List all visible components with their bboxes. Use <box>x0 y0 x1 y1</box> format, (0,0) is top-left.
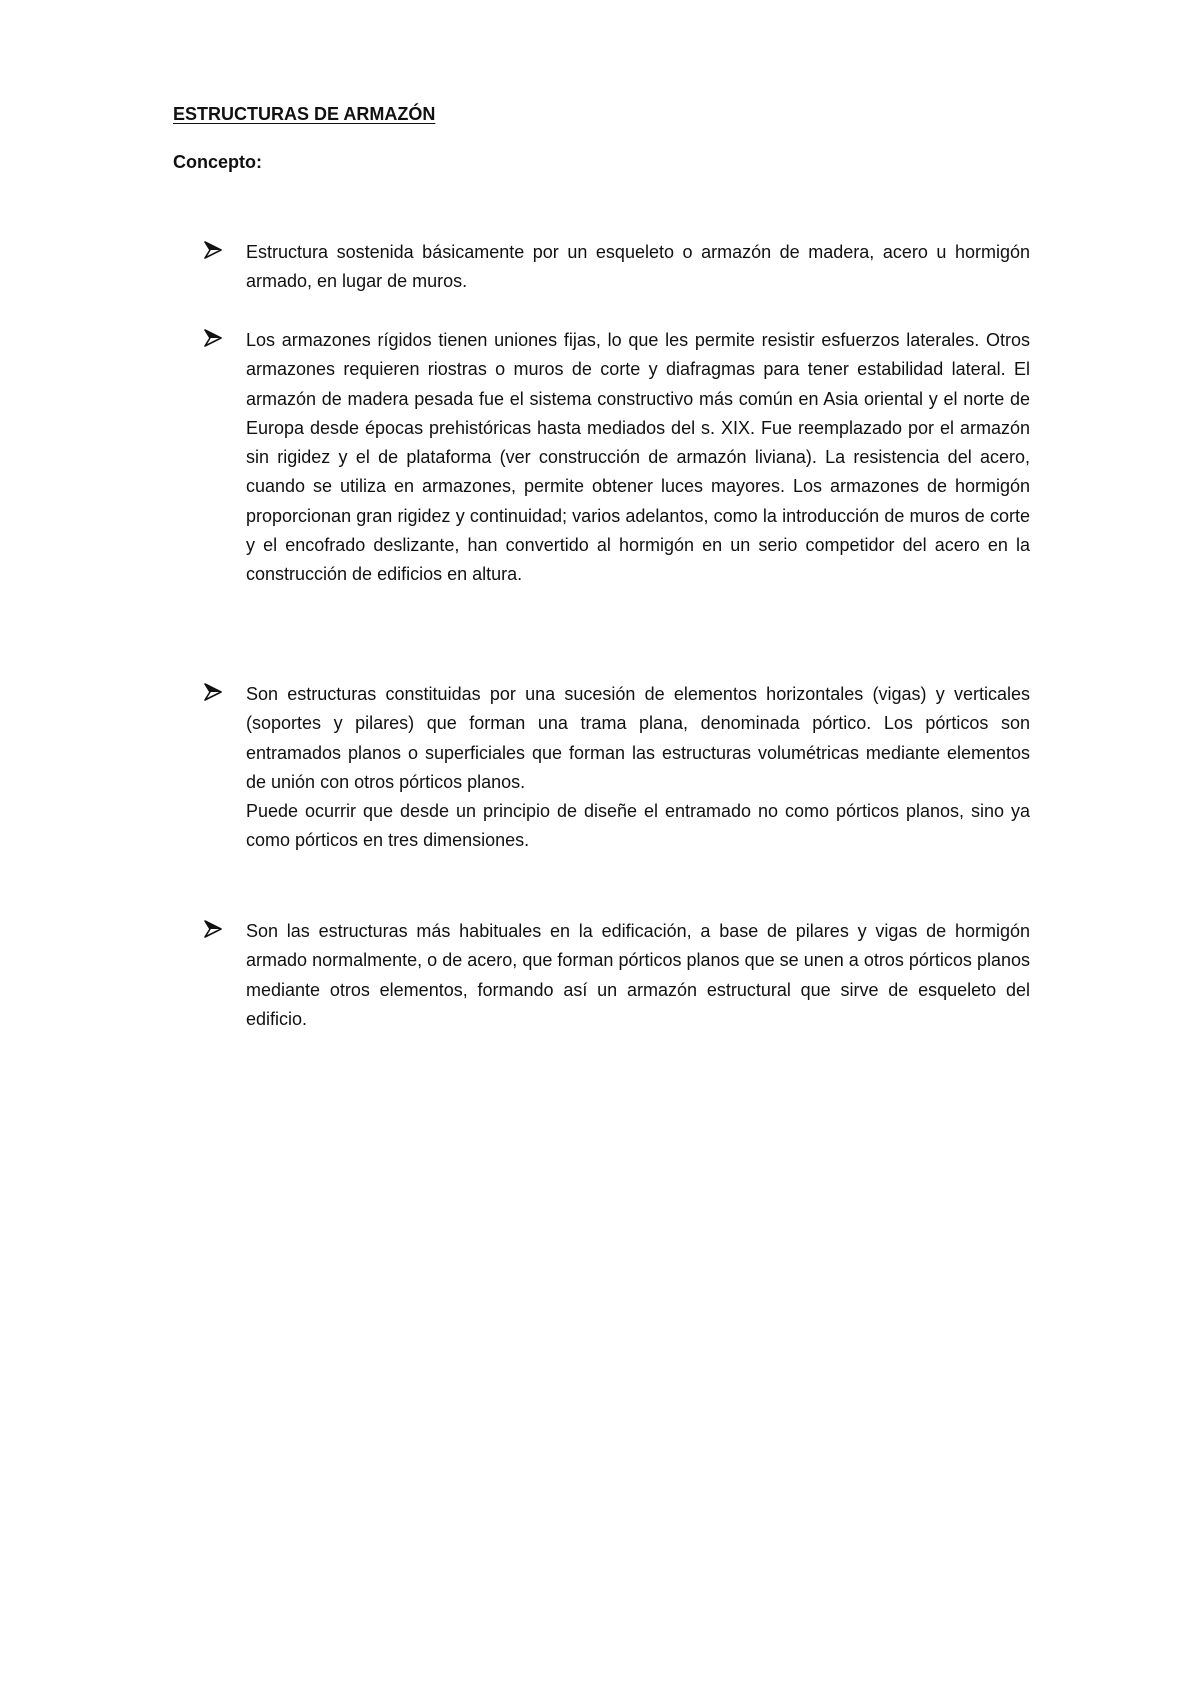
bullet-text <box>246 238 1030 297</box>
arrowhead-bullet-icon <box>204 241 222 259</box>
bullet-paragraph: Son estructuras constituidas por una sucesión de elementos horizontales (vigas) y verticales (soportes y pilares) que forman una trama plana, denominada pórtico. Los pórticos son entramados planos o superficiales que forman las estructuras volumétricas mediante elementos de unión con otros pórticos planos. <box>246 684 1030 792</box>
bullet-item <box>204 326 1030 590</box>
arrowhead-bullet-icon <box>204 683 222 701</box>
bullet-paragraph: Estructura sostenida básicamente por un esqueleto o armazón de madera, acero u hormigón armado, en lugar de muros. <box>246 242 1030 292</box>
document-subtitle: Concepto: <box>173 152 262 172</box>
arrowhead-bullet-icon <box>204 920 222 938</box>
bullet-text <box>246 326 1030 590</box>
bullet-item <box>204 680 1030 856</box>
bullet-item <box>204 917 1030 1034</box>
arrowhead-bullet-icon <box>204 329 222 347</box>
bullet-paragraph: Puede ocurrir que desde un principio de diseñe el entramado no como pórticos planos, sino ya como pórticos en tres dimensiones. <box>246 801 1030 851</box>
bullet-paragraph: Los armazones rígidos tienen uniones fijas, lo que les permite resistir esfuerzos laterales. Otros armazones requieren riostras o muros de corte y diafragmas para tener estabilidad lateral. El armazón de madera pesada fue el sistema constructivo más común en Asia oriental y el norte de Europa desde épocas prehistóricas hasta mediados del s. XIX. Fue reemplazado por el armazón sin rigidez y el de plataforma (ver construcción de armazón liviana). La resistencia del acero, cuando se utiliza en armazones, permite obtener luces mayores. Los armazones de hormigón proporcionan gran rigidez y continuidad; varios adelantos, como la introducción de muros de corte y el encofrado deslizante, han convertido al hormigón en un serio competidor del acero en la construcción de edificios en altura. <box>246 330 1030 585</box>
bullet-text <box>246 680 1030 856</box>
bullet-text <box>246 917 1030 1034</box>
bullet-paragraph: Son las estructuras más habituales en la edificación, a base de pilares y vigas de hormigón armado normalmente, o de acero, que forman pórticos planos que se unen a otros pórticos planos mediante otros elementos, formando así un armazón estructural que sirve de esqueleto del edificio. <box>246 921 1030 1029</box>
bullet-item <box>204 238 1030 297</box>
document-title: ESTRUCTURAS DE ARMAZÓN <box>173 104 436 124</box>
